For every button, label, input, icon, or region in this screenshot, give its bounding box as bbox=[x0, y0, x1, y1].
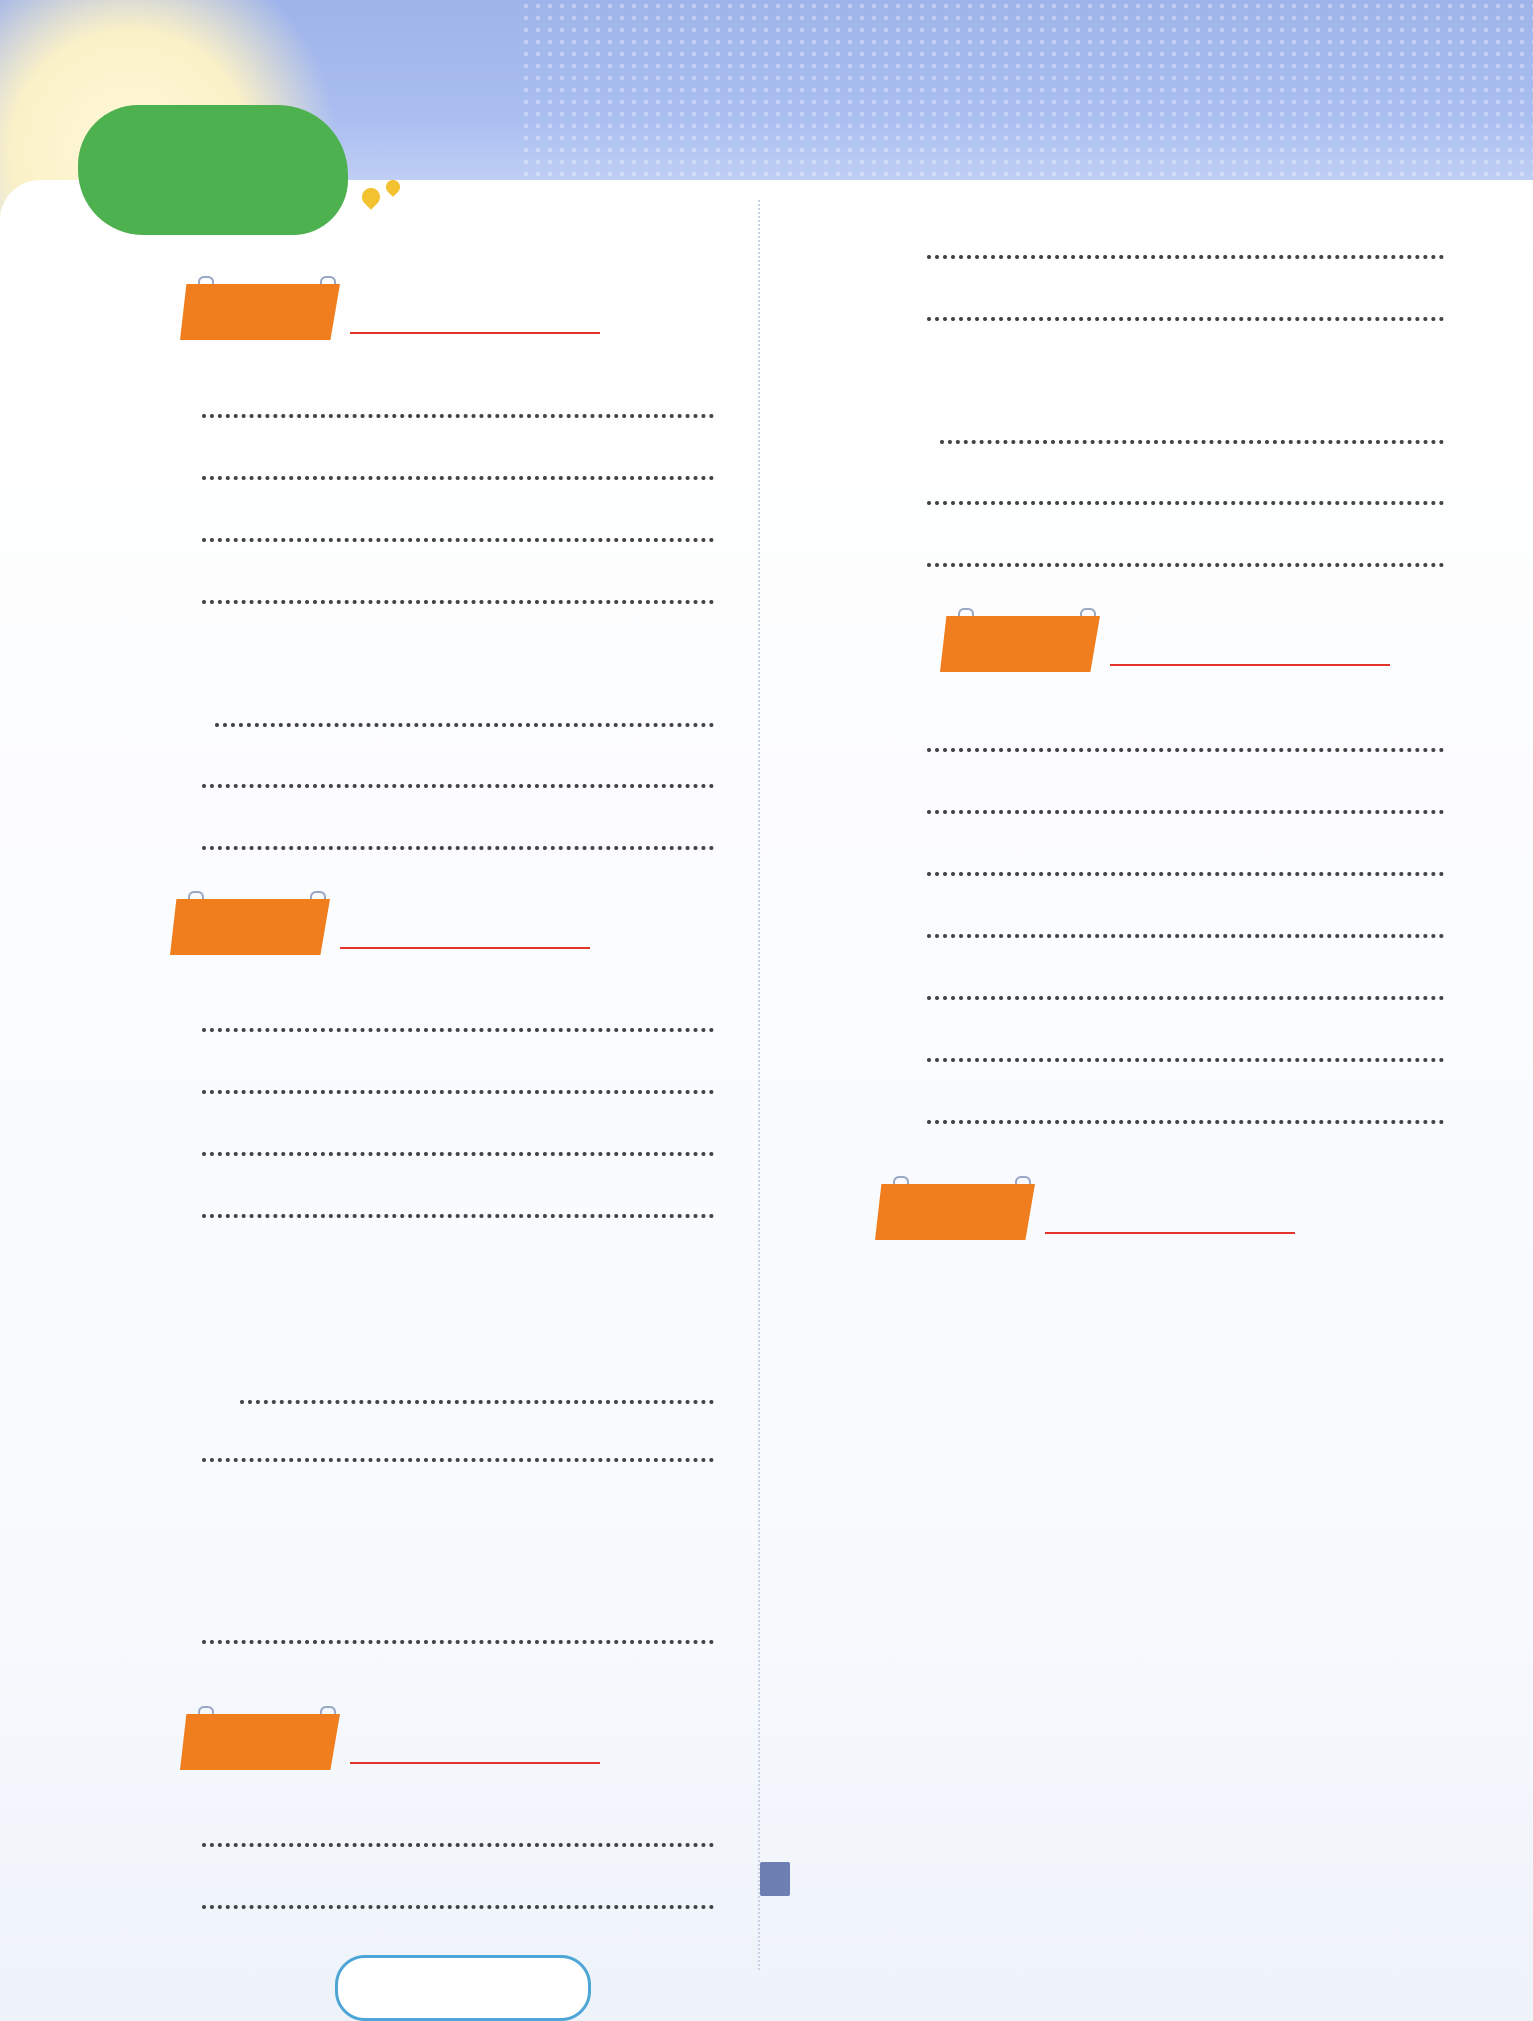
header-pattern bbox=[520, 0, 1533, 200]
week-underline bbox=[1110, 664, 1390, 666]
toc-row[interactable] bbox=[0, 572, 1533, 614]
toc-row[interactable] bbox=[0, 968, 1533, 1010]
dot-leader bbox=[202, 1843, 714, 1847]
dot-leader bbox=[240, 1400, 714, 1404]
toc-row[interactable] bbox=[0, 1430, 1533, 1472]
toc-row[interactable] bbox=[0, 1612, 1533, 1654]
week-badge bbox=[180, 1714, 340, 1770]
week-underline bbox=[1045, 1232, 1295, 1234]
dot-leader bbox=[927, 810, 1444, 814]
dot-leader bbox=[940, 440, 1444, 444]
toc-row[interactable] bbox=[0, 473, 1533, 515]
scan-badge bbox=[335, 1955, 591, 2021]
book-icon bbox=[760, 1862, 790, 1896]
toc-row[interactable] bbox=[0, 844, 1533, 886]
logo-background bbox=[78, 105, 348, 235]
dot-leader bbox=[927, 1120, 1444, 1124]
dot-leader bbox=[202, 1458, 714, 1462]
toc-row[interactable] bbox=[0, 1815, 1533, 1857]
toc-row[interactable] bbox=[0, 1310, 1533, 1352]
dot-leader bbox=[202, 1905, 714, 1909]
toc-row[interactable] bbox=[0, 351, 1533, 393]
toc-row[interactable] bbox=[0, 1372, 1533, 1414]
toc-row[interactable] bbox=[0, 1030, 1533, 1072]
week-heading bbox=[875, 1180, 1345, 1240]
dot-leader bbox=[202, 1214, 714, 1218]
week-badge bbox=[875, 1184, 1035, 1240]
toc-row[interactable] bbox=[0, 227, 1533, 269]
week-underline bbox=[350, 1762, 600, 1764]
toc-logo bbox=[78, 95, 358, 235]
toc-row[interactable] bbox=[0, 906, 1533, 948]
dot-leader bbox=[202, 1152, 714, 1156]
dot-leader bbox=[927, 501, 1444, 505]
dot-leader bbox=[927, 563, 1444, 567]
week-heading bbox=[180, 1710, 650, 1770]
dot-leader bbox=[202, 1640, 714, 1644]
dot-leader bbox=[202, 600, 714, 604]
dot-leader bbox=[927, 255, 1444, 259]
toc-row[interactable] bbox=[0, 535, 1533, 577]
toc-row[interactable] bbox=[0, 782, 1533, 824]
toc-row[interactable] bbox=[0, 412, 1533, 454]
dot-leader bbox=[927, 934, 1444, 938]
dot-leader bbox=[927, 872, 1444, 876]
toc-row[interactable] bbox=[0, 720, 1533, 762]
dot-leader bbox=[927, 317, 1444, 321]
dot-leader bbox=[927, 1058, 1444, 1062]
week-heading bbox=[940, 612, 1410, 672]
week-underline bbox=[350, 332, 600, 334]
dot-leader bbox=[927, 996, 1444, 1000]
toc-row[interactable] bbox=[0, 289, 1533, 331]
dot-leader bbox=[927, 748, 1444, 752]
toc-row[interactable] bbox=[0, 1092, 1533, 1134]
toc-row[interactable] bbox=[0, 1248, 1533, 1290]
week-badge bbox=[940, 616, 1100, 672]
